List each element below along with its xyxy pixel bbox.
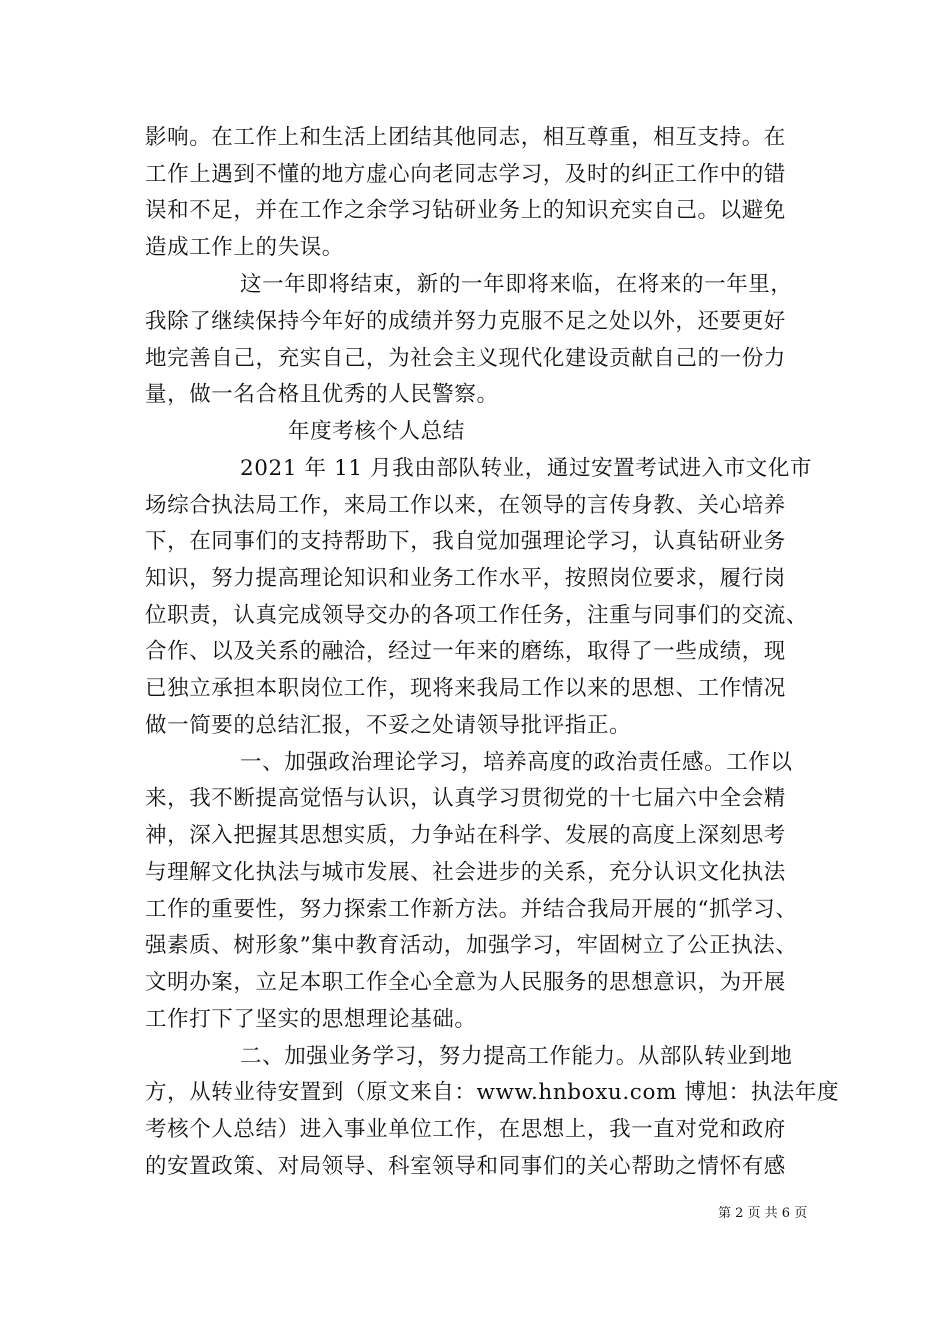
- text-line: 与理解文化执法与城市发展、社会进步的关系，充分认识文化执法: [145, 860, 786, 885]
- text-line: 做一简要的总结汇报，不妥之处请领导批评指正。: [145, 713, 632, 738]
- text-line: 工作上遇到不懂的地方虚心向老同志学习，及时的纠正工作中的错: [145, 162, 786, 187]
- page-number: 第 2 页 共 6 页: [718, 1206, 808, 1221]
- text-line: 的安置政策、对局领导、科室领导和同事们的关心帮助之情怀有感: [145, 1154, 786, 1179]
- text-line: 文明办案，立足本职工作全心全意为人民服务的思想意识，为开展: [145, 970, 786, 995]
- text-line: 工作的重要性，努力探索工作新方法。并结合我局开展的“抓学习、: [145, 897, 798, 922]
- text-line: 神，深入把握其思想实质，力争站在科学、发展的高度上深刻思考: [145, 823, 786, 848]
- text-line: 位职责，认真完成领导交办的各项工作任务，注重与同事们的交流、: [145, 603, 809, 628]
- text-line: 工作打下了坚实的思想理论基础。: [145, 1007, 477, 1032]
- text-line: 方，从转业待安置到（原文来自：www.hnboxu.com 博旭：执法年度: [145, 1080, 840, 1105]
- text-line: 一、加强政治理论学习，培养高度的政治责任感。工作以: [240, 750, 793, 775]
- text-line: 考核个人总结）进入事业单位工作，在思想上，我一直对党和政府: [145, 1117, 786, 1142]
- text-line: 这一年即将结束，新的一年即将来临，在将来的一年里，: [240, 272, 793, 297]
- text-line: 场综合执法局工作，来局工作以来，在领导的言传身教、关心培养: [145, 493, 786, 518]
- text-line: 来，我不断提高觉悟与认识，认真学习贯彻党的十七届六中全会精: [145, 786, 786, 811]
- text-line: 强素质、树形象”集中教育活动，加强学习，牢固树立了公正执法、: [145, 933, 798, 958]
- text-line: 量，做一名合格且优秀的人民警察。: [145, 382, 499, 407]
- text-line: 2021 年 11 月我由部队转业，通过安置考试进入市文化市: [240, 456, 813, 481]
- text-line: 已独立承担本职岗位工作，现将来我局工作以来的思想、工作情况: [145, 676, 786, 701]
- text-line: 合作、以及关系的融洽，经过一年来的磨练，取得了一些成绩，现: [145, 639, 786, 664]
- text-line: 下，在同事们的支持帮助下，我自觉加强理论学习，认真钻研业务: [145, 529, 786, 554]
- text-line: 地完善自己，充实自己，为社会主义现代化建设贡献自己的一份力: [145, 346, 786, 371]
- text-line: 二、加强业务学习，努力提高工作能力。从部队转业到地: [240, 1044, 793, 1069]
- text-line: 知识，努力提高理论知识和业务工作水平，按照岗位要求，履行岗: [145, 566, 786, 591]
- text-line: 误和不足，并在工作之余学习钻研业务上的知识充实自己。以避免: [145, 198, 786, 223]
- text-line: 我除了继续保持今年好的成绩并努力克服不足之处以外，还要更好: [145, 309, 786, 334]
- text-line: 影响。在工作上和生活上团结其他同志，相互尊重，相互支持。在: [145, 125, 786, 150]
- section-title: 年度考核个人总结: [288, 419, 465, 444]
- text-line: 造成工作上的失误。: [145, 235, 344, 260]
